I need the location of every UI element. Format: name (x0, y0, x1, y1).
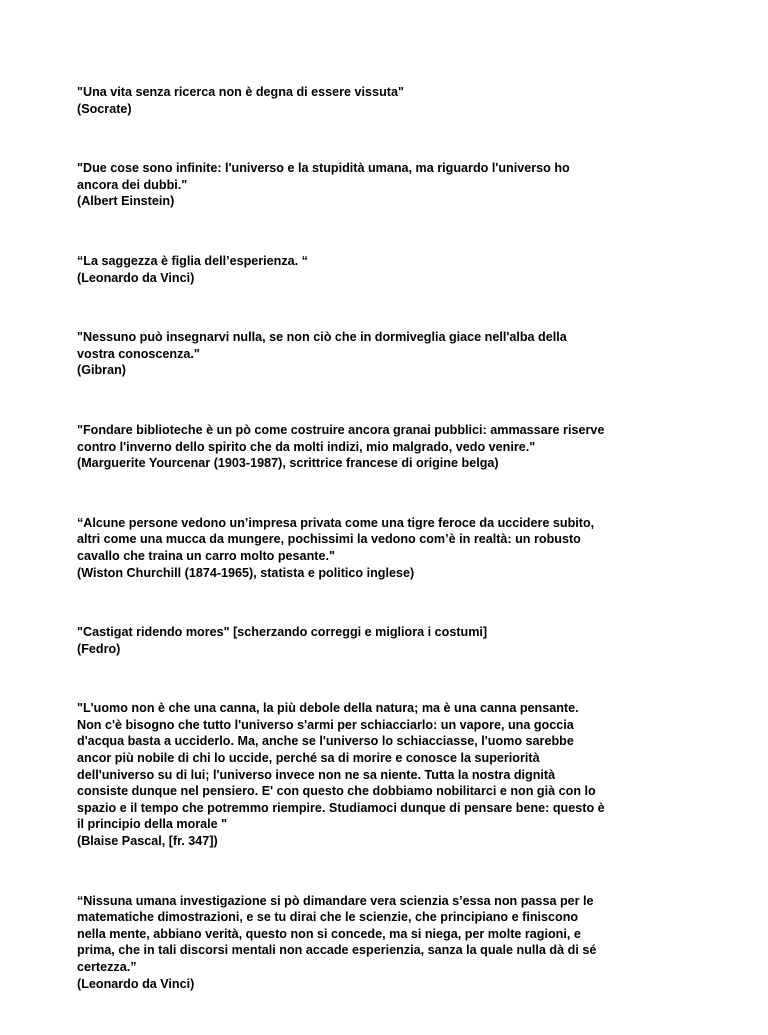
quote-text-line: "L'uomo non è che una canna, la più debole della natura; ma è una canna pensante. (77, 701, 579, 716)
quote-text-line: ancora dei dubbi." (77, 177, 188, 192)
quote-text-line: consiste dunque nel pensiero. E' con questo che dobbiamo nobilitarci e non già con lo (77, 784, 596, 799)
quote-author: (Marguerite Yourcenar (1903-1987), scrittrice francese di origine belga) (77, 456, 499, 471)
quote-block (77, 624, 717, 657)
quote-text-line: "Castigat ridendo mores" [scherzando correggi e migliora i costumi] (77, 625, 488, 640)
quote-text-line: vostra conoscenza." (77, 346, 200, 361)
quote-author: (Wiston Churchill (1874-1965), statista e politico inglese) (77, 565, 415, 580)
quote-text-line: il principio della morale " (77, 817, 228, 832)
quote-author: (Albert Einstein) (77, 194, 175, 209)
quote-text-line: dell'universo su di lui; l'universo invece non ne sa niente. Tutta la nostra dignità (77, 767, 556, 782)
quote-block (77, 160, 717, 210)
quote-text-line: "Due cose sono infinite: l'universo e la stupidità umana, ma riguardo l'universo ho (77, 161, 570, 176)
quotes-list (77, 84, 717, 1035)
quote-text-line: altri come una mucca da mungere, pochissimi la vedono com’è in realtà: un robusto (77, 532, 581, 547)
quote-author: (Socrate) (77, 101, 132, 116)
quote-block (77, 515, 717, 581)
quote-text-line: “La saggezza è figlia dell’esperienza. “ (77, 253, 308, 268)
quote-block (77, 422, 717, 472)
quote-text-line: prima, che in tali discorsi mentali non accade esperienzia, sanza la quale nulla dà di sé (77, 943, 597, 958)
quote-text-line: spazio e il tempo che potremmo riempire. Studiamoci dunque di pensare bene: questo è (77, 800, 605, 815)
quote-block (77, 329, 717, 379)
quote-block (77, 893, 717, 993)
quote-author: (Leonardo da Vinci) (77, 976, 195, 991)
quote-text-line: nella mente, abbiano verità, questo non si concede, ma si niega, per molte ragioni, e (77, 926, 581, 941)
quote-text-line: “Alcune persone vedono un’impresa privata come una tigre feroce da uccidere subito, (77, 515, 595, 530)
quote-text-line: "Fondare biblioteche è un pò come costruire ancora granai pubblici: ammassare riserve (77, 422, 605, 437)
quote-text-line: ancor più nobile di chi lo uccide, perché sa di morire e conosce la superiorità (77, 751, 540, 766)
quote-text-line: “Nissuna umana investigazione si pò dimandare vera scienzia s’essa non passa per le (77, 893, 594, 908)
quote-text-line: contro l'inverno dello spirito che da molti indizi, mio malgrado, vedo venire." (77, 439, 536, 454)
quote-text-line: d'acqua basta a ucciderlo. Ma, anche se l'universo lo schiacciasse, l'uomo sarebbe (77, 734, 574, 749)
quote-author: (Gibran) (77, 363, 126, 378)
quote-text-line: certezza.” (77, 960, 137, 974)
quote-text-line: cavallo che traina un carro molto pesante." (77, 548, 335, 563)
quote-text-line: Non c'è bisogno che tutto l'universo s'armi per schiacciarlo: un vapore, una goccia (77, 717, 574, 732)
quote-text-line: matematiche dimostrazioni, e se tu dirai che le scienzie, che principiano e finiscono (77, 910, 579, 925)
quote-text-line: "Una vita senza ricerca non è degna di essere vissuta" (77, 85, 404, 99)
quote-author: (Leonardo da Vinci) (77, 270, 195, 285)
quote-author: (Fedro) (77, 641, 121, 656)
quote-text-line: "Nessuno può insegnarvi nulla, se non ciò che in dormiveglia giace nell'alba della (77, 330, 567, 345)
quote-author: (Blaise Pascal, [fr. 347]) (77, 834, 218, 849)
quote-block (77, 84, 717, 117)
quote-block (77, 253, 717, 286)
quote-block (77, 700, 717, 849)
